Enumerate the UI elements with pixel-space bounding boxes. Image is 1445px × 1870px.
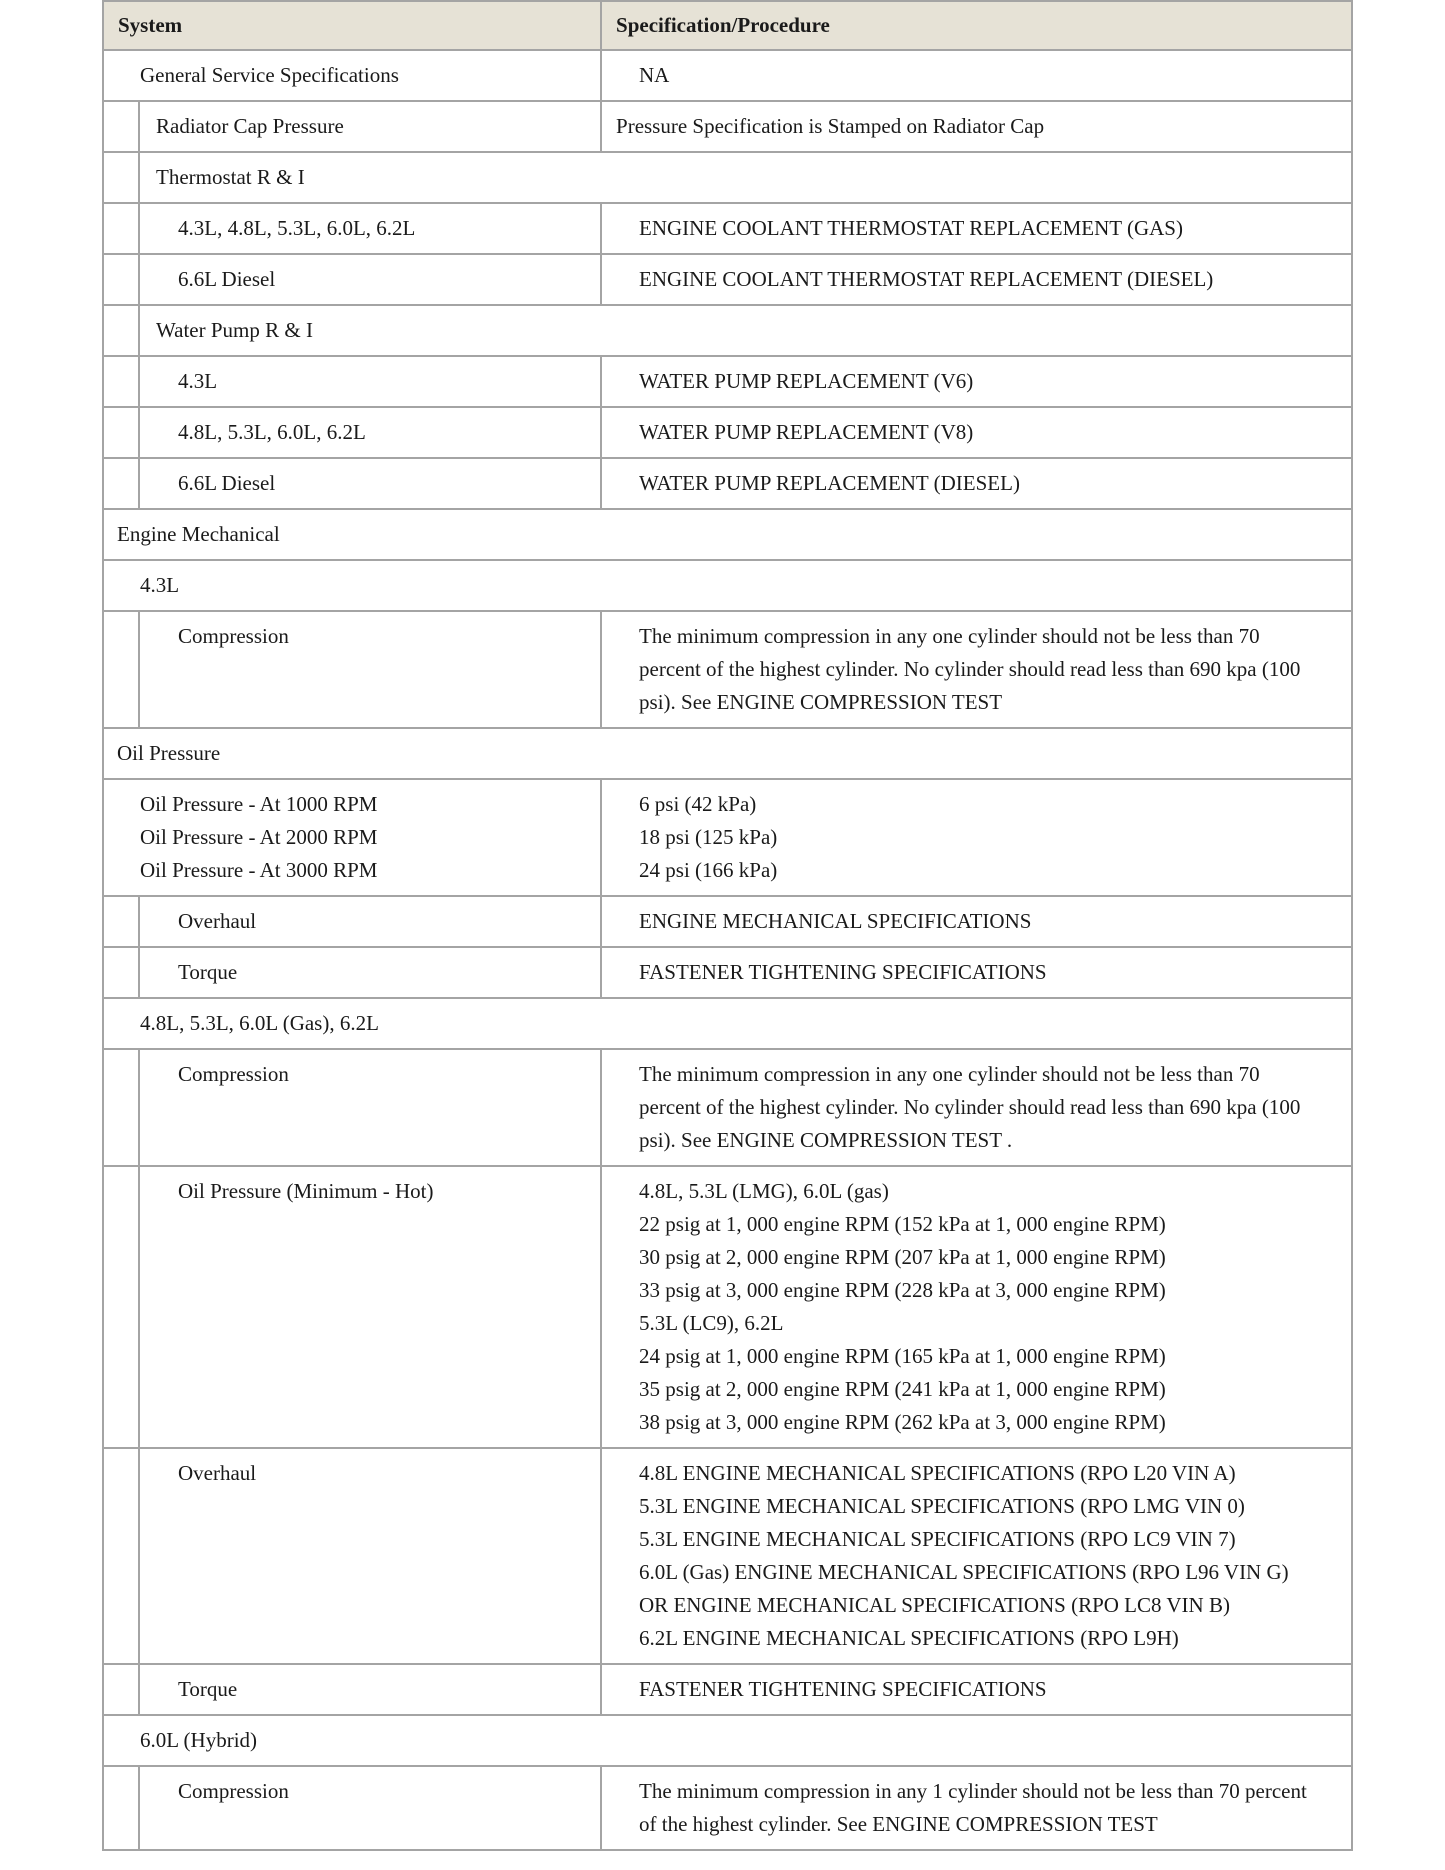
table-row bbox=[103, 779, 1352, 896]
system-cell: 6.6L Diesel bbox=[178, 267, 276, 291]
table-row bbox=[103, 1448, 1352, 1664]
spec-cell: The minimum compression in any one cylinder should not be less than 70 percent of the highest cylinder. No cylinder should read less than 690 kpa (100 psi). See ENGINE COMPRESSION TEST . bbox=[639, 1062, 1301, 1152]
table-row bbox=[103, 356, 1352, 407]
table-row bbox=[103, 458, 1352, 509]
table-row bbox=[103, 1049, 1352, 1166]
spec-cell bbox=[602, 1449, 1351, 1663]
table-row bbox=[103, 407, 1352, 458]
spec-line: 38 psig at 3, 000 engine RPM (262 kPa at 3, 000 engine RPM) bbox=[639, 1410, 1166, 1434]
system-cell: 4.3L bbox=[178, 369, 218, 393]
spec-line: 18 psi (125 kPa) bbox=[639, 825, 778, 849]
system-cell: 6.6L Diesel bbox=[178, 471, 276, 495]
section-heading: Oil Pressure bbox=[117, 741, 221, 765]
table-row bbox=[103, 947, 1352, 998]
spec-link[interactable]: FASTENER TIGHTENING SPECIFICATIONS bbox=[639, 960, 1047, 984]
spec-link[interactable]: ENGINE MECHANICAL SPECIFICATIONS bbox=[639, 909, 1032, 933]
spec-link[interactable]: WATER PUMP REPLACEMENT (DIESEL) bbox=[639, 471, 1020, 495]
table-row bbox=[103, 254, 1352, 305]
group-heading: 6.0L (Hybrid) bbox=[140, 1728, 258, 1752]
spec-link[interactable]: 5.3L ENGINE MECHANICAL SPECIFICATIONS (RPO LC9 VIN 7) bbox=[639, 1527, 1236, 1551]
spec-line: 30 psig at 2, 000 engine RPM (207 kPa at 1, 000 engine RPM) bbox=[639, 1245, 1166, 1269]
spec-line: 4.8L, 5.3L (LMG), 6.0L (gas) bbox=[639, 1179, 889, 1203]
spec-link[interactable]: 4.8L ENGINE MECHANICAL SPECIFICATIONS (RPO L20 VIN A) bbox=[639, 1461, 1236, 1485]
group-heading: Thermostat R & I bbox=[156, 165, 305, 189]
spec-cell bbox=[602, 1167, 1351, 1447]
system-cell: Radiator Cap Pressure bbox=[156, 114, 344, 138]
spec-line: 22 psig at 1, 000 engine RPM (152 kPa at 1, 000 engine RPM) bbox=[639, 1212, 1166, 1236]
table-row bbox=[103, 896, 1352, 947]
system-cell: Compression bbox=[178, 624, 289, 648]
table-row bbox=[103, 611, 1352, 728]
section-heading: Engine Mechanical bbox=[117, 522, 280, 546]
spec-link[interactable]: 6.0L (Gas) ENGINE MECHANICAL SPECIFICATIONS (RPO L96 VIN G) bbox=[639, 1560, 1289, 1584]
table-row bbox=[103, 728, 1352, 779]
header-row bbox=[103, 1, 1352, 50]
system-cell: Overhaul bbox=[178, 1461, 257, 1485]
spec-line: 24 psig at 1, 000 engine RPM (165 kPa at 1, 000 engine RPM) bbox=[639, 1344, 1166, 1368]
spec-line: 33 psig at 3, 000 engine RPM (228 kPa at 3, 000 engine RPM) bbox=[639, 1278, 1166, 1302]
table-row bbox=[103, 152, 1352, 203]
spec-cell: The minimum compression in any one cylinder should not be less than 70 percent of the highest cylinder. No cylinder should read less than 690 kpa (100 psi). See ENGINE COMPRESSION TEST bbox=[639, 624, 1301, 714]
system-cell bbox=[104, 780, 600, 895]
spec-line: 6 psi (42 kPa) bbox=[639, 792, 757, 816]
group-heading: 4.8L, 5.3L, 6.0L (Gas), 6.2L bbox=[140, 1011, 379, 1035]
system-cell: Torque bbox=[178, 960, 238, 984]
spec-link[interactable]: OR ENGINE MECHANICAL SPECIFICATIONS (RPO LC8 VIN B) bbox=[639, 1593, 1230, 1617]
spec-link[interactable]: ENGINE COOLANT THERMOSTAT REPLACEMENT (GAS) bbox=[639, 216, 1183, 240]
spec-link[interactable]: FASTENER TIGHTENING SPECIFICATIONS bbox=[639, 1677, 1047, 1701]
spec-link[interactable]: ENGINE COOLANT THERMOSTAT REPLACEMENT (DIESEL) bbox=[639, 267, 1214, 291]
spec-line: 5.3L (LC9), 6.2L bbox=[639, 1311, 784, 1335]
spec-cell: Pressure Specification is Stamped on Radiator Cap bbox=[616, 114, 1045, 138]
spec-link[interactable]: 6.2L ENGINE MECHANICAL SPECIFICATIONS (RPO L9H) bbox=[639, 1626, 1179, 1650]
system-line: Oil Pressure - At 3000 RPM bbox=[140, 858, 378, 882]
system-cell: Oil Pressure (Minimum - Hot) bbox=[178, 1179, 434, 1203]
system-cell: General Service Specifications bbox=[140, 63, 399, 87]
system-cell: 4.8L, 5.3L, 6.0L, 6.2L bbox=[178, 420, 366, 444]
header-spec: Specification/Procedure bbox=[601, 1, 1352, 50]
spec-link[interactable]: WATER PUMP REPLACEMENT (V6) bbox=[639, 369, 974, 393]
spec-line: 24 psi (166 kPa) bbox=[639, 858, 778, 882]
table-row bbox=[103, 50, 1352, 101]
system-cell: Compression bbox=[178, 1779, 289, 1803]
system-cell: Compression bbox=[178, 1062, 289, 1086]
system-cell: 4.3L, 4.8L, 5.3L, 6.0L, 6.2L bbox=[178, 216, 416, 240]
system-cell: Torque bbox=[178, 1677, 238, 1701]
spec-line: 35 psig at 2, 000 engine RPM (241 kPa at 1, 000 engine RPM) bbox=[639, 1377, 1166, 1401]
table-row bbox=[103, 998, 1352, 1049]
table-row bbox=[103, 509, 1352, 560]
system-cell: Overhaul bbox=[178, 909, 257, 933]
table-row bbox=[103, 1715, 1352, 1766]
table-row bbox=[103, 1166, 1352, 1448]
spec-link[interactable]: WATER PUMP REPLACEMENT (V8) bbox=[639, 420, 974, 444]
table-row bbox=[103, 305, 1352, 356]
group-heading: Water Pump R & I bbox=[156, 318, 313, 342]
spec-cell bbox=[602, 780, 1351, 895]
specifications-table bbox=[102, 0, 1353, 1851]
table-row bbox=[103, 101, 1352, 152]
header-system: System bbox=[103, 1, 601, 50]
table-row bbox=[103, 1664, 1352, 1715]
system-line: Oil Pressure - At 2000 RPM bbox=[140, 825, 378, 849]
spec-cell: NA bbox=[639, 63, 670, 87]
group-heading: 4.3L bbox=[140, 573, 180, 597]
system-line: Oil Pressure - At 1000 RPM bbox=[140, 792, 378, 816]
table-row bbox=[103, 1766, 1352, 1850]
spec-cell: The minimum compression in any 1 cylinder should not be less than 70 percent of the highest cylinder. See ENGINE COMPRESSION TEST bbox=[639, 1779, 1307, 1836]
spec-link[interactable]: 5.3L ENGINE MECHANICAL SPECIFICATIONS (RPO LMG VIN 0) bbox=[639, 1494, 1245, 1518]
table-row bbox=[103, 203, 1352, 254]
table-row bbox=[103, 560, 1352, 611]
